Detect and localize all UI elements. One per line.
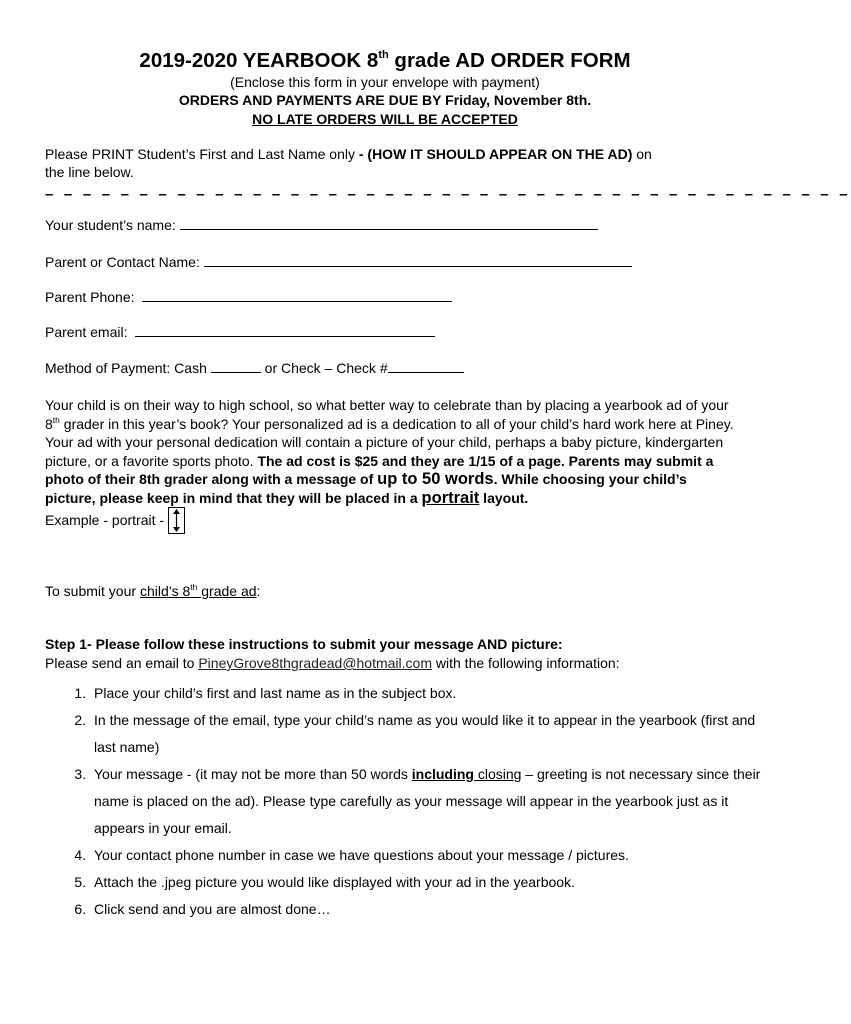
form-title: 2019-2020 YEARBOOK 8th grade AD ORDER FORM (139, 49, 631, 72)
check-number-line[interactable] (388, 360, 464, 373)
parent-email-line[interactable] (135, 324, 435, 337)
step1-heading: Step 1- Please follow these instructions to submit your message AND picture: (45, 636, 563, 652)
student-name-field (45, 217, 598, 233)
list-item: 5. Attach the .jpeg picture you would like displayed with your ad in the yearbook. (90, 869, 780, 896)
list-item: 4. Your contact phone number in case we have questions about your message / pictures. (90, 842, 780, 869)
name-entry-dashed-line[interactable]: – – – – – – – – – – – – – – – – – – – – – – – – – – – – – – – – – – – – – – – – – – – (45, 186, 851, 203)
due-date-note: ORDERS AND PAYMENTS ARE DUE BY Friday, November 8th. (178, 92, 592, 108)
parent-name-field (45, 254, 632, 270)
example-portrait-label: Example - portrait - (45, 512, 165, 528)
no-late-orders-note: NO LATE ORDERS WILL BE ACCEPTED (252, 111, 518, 127)
parent-phone-label: Parent Phone: (45, 289, 135, 305)
student-name-label: Your student’s name: (45, 217, 176, 233)
step1-instructions-list (45, 680, 780, 923)
parent-phone-line[interactable] (142, 289, 452, 302)
student-name-line[interactable] (180, 217, 598, 230)
list-item: 3. Your message - (it may not be more than 50 words including closing – greeting is not necessary since their name is placed on the ad). Please type carefully as your message will appear in the yearbook just as it appears in your email. (90, 761, 780, 842)
parent-name-line[interactable] (204, 254, 632, 267)
submit-heading: To submit your child’s 8th grade ad: (45, 582, 261, 599)
print-instruction: Please PRINT Student’s First and Last Name only - (HOW IT SHOULD APPEAR ON THE AD) on (45, 146, 652, 162)
print-instruction-line2: the line below. (45, 164, 134, 180)
payment-method-field (45, 360, 464, 376)
list-item: 1. Place your child’s first and last name as in the subject box. (90, 680, 780, 707)
step1-email-line: Please send an email to PineyGrove8thgradead@hotmail.com with the following information: (45, 655, 620, 671)
parent-name-label: Parent or Contact Name: (45, 254, 200, 270)
cash-line[interactable] (211, 360, 261, 373)
parent-email-field (45, 324, 435, 340)
parent-phone-field (45, 289, 452, 305)
payment-label: Method of Payment: Cash (45, 360, 207, 376)
list-item: 6. Click send and you are almost done… (90, 896, 780, 923)
check-label: or Check – Check # (260, 360, 388, 376)
parent-email-label: Parent email: (45, 324, 128, 340)
portrait-arrow-icon (168, 507, 185, 534)
email-link[interactable]: PineyGrove8thgradead@hotmail.com (198, 655, 432, 671)
ad-description: Your child is on their way to high school, so what better way to celebrate than by placing a yearbook ad of your 8th grader in this year’s book? Your personalized ad is a dedication to all of your child’s hard work here at Piney. Your ad with your personal dedication will contain a picture of your child, perhaps a baby picture, kindergarten picture, or a favorite sports photo. The ad cost is $25 and they are 1/15 of a page. Parents may submit a photo of their 8th grader along with a message of up to 50 words. While choosing your child’s picture, please keep in mind that they will be placed in a portrait layout. Example - portrait - (45, 396, 735, 534)
enclose-note: (Enclose this form in your envelope with payment) (230, 74, 540, 90)
list-item: 2. In the message of the email, type your child’s name as you would like it to appear in the yearbook (first and last name) (90, 707, 780, 761)
